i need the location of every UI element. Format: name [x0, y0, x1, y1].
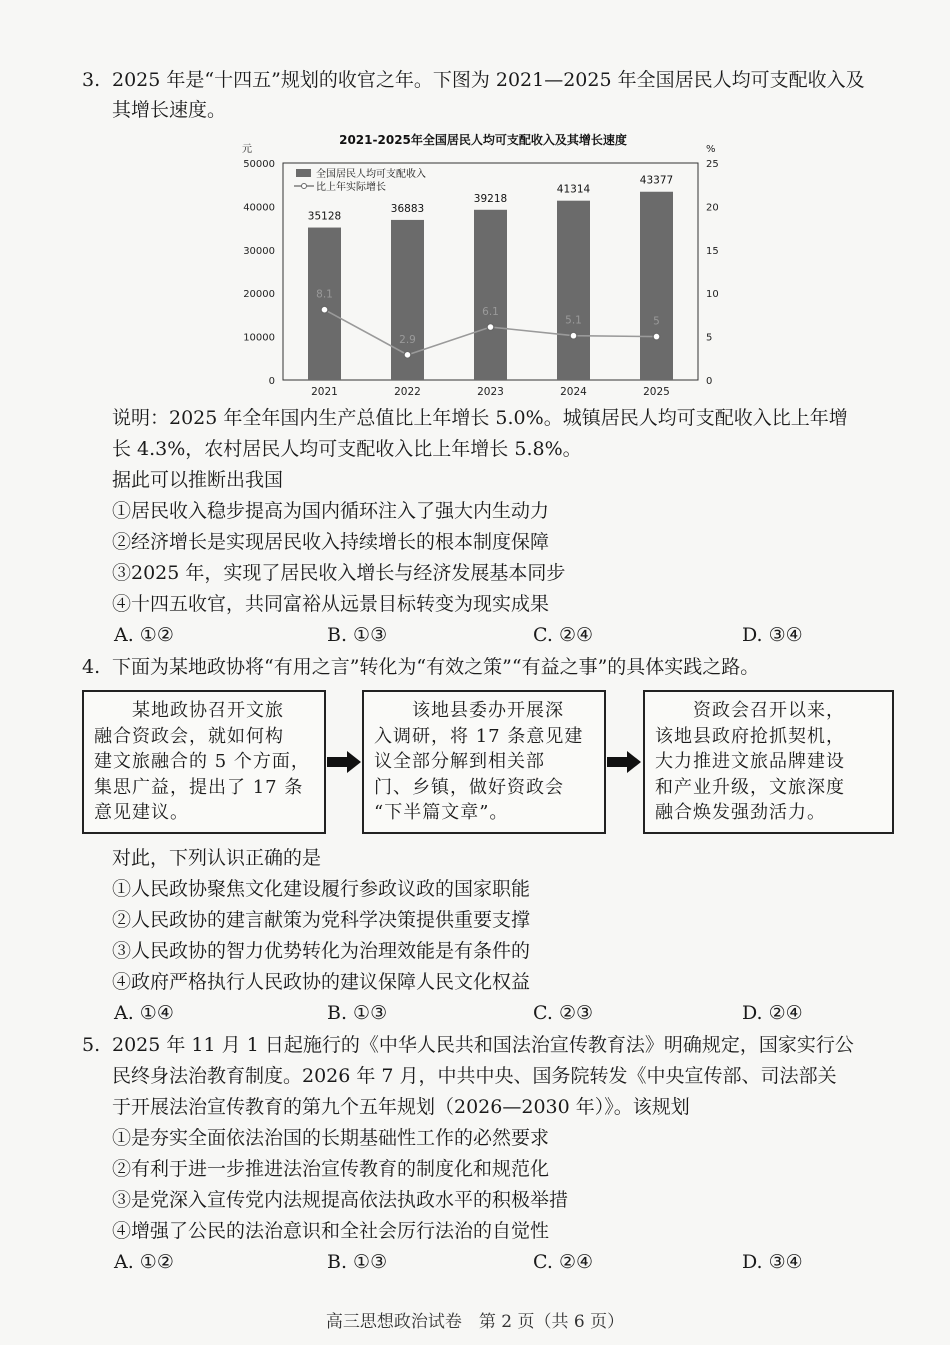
q3-option-c[interactable]: C. ②④ — [533, 624, 594, 646]
q3-option-b[interactable]: B. ①③ — [327, 624, 388, 646]
left-tick-label: 30000 — [243, 245, 275, 257]
arrow-right-icon — [607, 751, 641, 773]
x-tick-label: 2021 — [311, 386, 338, 398]
flow-box-line: 议全部分解到相关部 — [374, 751, 545, 772]
q3-stem-line: 其增长速度。 — [112, 99, 227, 121]
growth-value-label: 5.1 — [565, 314, 582, 327]
bar-value-label: 35128 — [307, 210, 342, 223]
q4-item: ①人民政协聚焦文化建设履行参政议政的国家职能 — [112, 878, 531, 900]
flow-box-research — [362, 690, 606, 834]
flow-box-line: 意见建议。 — [94, 802, 189, 823]
q3-item: ④十四五收官，共同富裕从远景目标转变为现实成果 — [112, 593, 550, 615]
flow-box-line: 资政会召开以来， — [655, 700, 845, 721]
left-tick-label: 50000 — [243, 159, 275, 170]
income-bar — [474, 210, 507, 380]
right-tick-label: 0 — [706, 376, 713, 387]
flow-box-line: 建文旅融合的 5 个方面， — [94, 751, 310, 772]
q4-option-d[interactable]: D. ②④ — [742, 1002, 803, 1024]
q4-option-b[interactable]: B. ①③ — [327, 1002, 388, 1024]
income-bar — [557, 201, 590, 380]
chart-title: 2021-2025年全国居民人均可支配收入及其增长速度 — [339, 133, 627, 147]
q3-item: ③2025 年，实现了居民收入增长与经济发展基本同步 — [112, 562, 566, 584]
left-tick-label: 20000 — [243, 289, 275, 301]
x-tick-label: 2022 — [394, 386, 421, 398]
growth-value-label: 8.1 — [316, 288, 333, 301]
q5-item: ④增强了公民的法治意识和全社会厉行法治的自觉性 — [112, 1220, 550, 1242]
q4-lead: 对此，下列认识正确的是 — [112, 847, 322, 869]
legend-line-label: 比上年实际增长 — [316, 182, 386, 193]
q5-stem-line: 民终身法治教育制度。2026 年 7 月，中共中央、国务院转发《中央宣传部、司法部关 — [112, 1065, 837, 1087]
left-tick-label: 10000 — [243, 332, 275, 344]
q5-item: ①是夯实全面依法治国的长期基础性工作的必然要求 — [112, 1127, 550, 1149]
q5-stem-line: 于开展法治宣传教育的第九个五年规划（2026—2030 年）》。该规划 — [112, 1096, 690, 1118]
flow-box-line: 和产业升级，文旅深度 — [655, 776, 845, 798]
right-tick-label: 10 — [706, 289, 719, 301]
q4-option-c[interactable]: C. ②③ — [533, 1002, 594, 1024]
q5-option-a[interactable]: A. ①② — [114, 1251, 174, 1273]
left-tick-label: 40000 — [243, 202, 275, 214]
legend-bar-swatch — [296, 169, 311, 177]
flow-box-line: 融合资政会，就如何构 — [94, 725, 284, 747]
growth-point — [570, 332, 577, 339]
page-footer: 高三思想政治试卷 第 2 页（共 6 页） — [325, 1312, 625, 1332]
q5-option-b[interactable]: B. ①③ — [327, 1251, 388, 1273]
q3-note-line: 长 4.3%，农村居民人均可支配收入比上年增长 5.8%。 — [112, 438, 582, 460]
bar-value-label: 36883 — [390, 202, 425, 215]
q3-note-line: 说明：2025 年全年国内生产总值比上年增长 5.0%。城镇居民人均可支配收入比上年增 — [112, 407, 848, 429]
flow-box-line: “下半篇文章”。 — [374, 802, 509, 823]
x-tick-label: 2024 — [560, 386, 587, 398]
flow-box-line: 该地县政府抢抓契机， — [655, 725, 845, 747]
bar-value-label: 43377 — [639, 174, 674, 187]
right-tick-label: 25 — [706, 159, 719, 170]
x-tick-label: 2025 — [643, 386, 670, 398]
q3-item: ①居民收入稳步提高为国内循环注入了强大内生动力 — [112, 500, 550, 522]
right-axis-unit: % — [706, 144, 716, 155]
q4-item: ③人民政协的智力优势转化为治理效能是有条件的 — [112, 940, 531, 962]
growth-point — [404, 351, 411, 358]
legend-line-marker — [302, 184, 307, 189]
bar-value-label: 39218 — [473, 192, 508, 205]
legend-bar-label: 全国居民人均可支配收入 — [316, 169, 426, 180]
q5-option-c[interactable]: C. ②④ — [533, 1251, 594, 1273]
q5-number: 5. — [82, 1034, 101, 1056]
flow-box-line: 门、乡镇，做好资政会 — [374, 776, 564, 798]
left-axis-unit: 元 — [242, 144, 252, 155]
flow-box-result — [643, 690, 894, 834]
q3-item: ②经济增长是实现居民收入持续增长的根本制度保障 — [112, 531, 550, 553]
left-tick-label: 0 — [268, 376, 275, 387]
q3-lead: 据此可以推断出我国 — [112, 469, 284, 491]
x-tick-label: 2023 — [477, 386, 504, 398]
growth-value-label: 6.1 — [482, 306, 499, 319]
q5-item: ③是党深入宣传党内法规提高依法执政水平的积极举措 — [112, 1189, 569, 1211]
growth-value-label: 2.9 — [399, 333, 416, 346]
growth-point — [653, 333, 660, 340]
right-tick-label: 5 — [706, 332, 713, 344]
q4-item: ④政府严格执行人民政协的建议保障人民文化权益 — [112, 971, 531, 993]
right-tick-label: 15 — [706, 245, 719, 257]
q3-option-d[interactable]: D. ③④ — [742, 624, 803, 646]
q5-item: ②有利于进一步推进法治宣传教育的制度化和规范化 — [112, 1158, 550, 1180]
flow-box-line: 某地政协召开文旅 — [94, 700, 284, 721]
q4-stem: 下面为某地政协将“有用之言”转化为“有效之策”“有益之事”的具体实践之路。 — [112, 656, 760, 678]
arrow-right-icon — [327, 751, 361, 773]
bar-value-label: 41314 — [556, 183, 591, 196]
growth-value-label: 5 — [653, 315, 660, 328]
q4-item: ②人民政协的建言献策为党科学决策提供重要支撑 — [112, 909, 531, 931]
flow-box-line: 融合焕发强劲活力。 — [655, 802, 826, 823]
income-bar — [308, 228, 341, 380]
q5-option-d[interactable]: D. ③④ — [742, 1251, 803, 1273]
q3-option-a[interactable]: A. ①② — [114, 624, 174, 646]
growth-point — [487, 324, 494, 331]
growth-point — [321, 306, 328, 313]
flow-box-proposal — [82, 690, 326, 834]
flow-box-line: 入调研，将 17 条意见建 — [374, 725, 584, 747]
q5-stem-line: 2025 年 11 月 1 日起施行的《中华人民共和国法治宣传教育法》明确规定，国家实行公 — [112, 1034, 854, 1056]
income-bar — [640, 192, 673, 380]
flow-box-line: 该地县委办开展深 — [374, 700, 564, 721]
q3-number: 3. — [82, 69, 101, 91]
flow-box-line: 集思广益，提出了 17 条 — [94, 776, 304, 798]
flow-box-line: 大力推进文旅品牌建设 — [655, 751, 845, 772]
q4-option-a[interactable]: A. ①④ — [114, 1002, 174, 1024]
income-chart — [228, 128, 728, 400]
q3-stem-line: 2025 年是“十四五”规划的收官之年。下图为 2021—2025 年全国居民人均可支配收入及 — [112, 69, 865, 91]
right-tick-label: 20 — [706, 202, 719, 214]
q4-number: 4. — [82, 656, 101, 678]
